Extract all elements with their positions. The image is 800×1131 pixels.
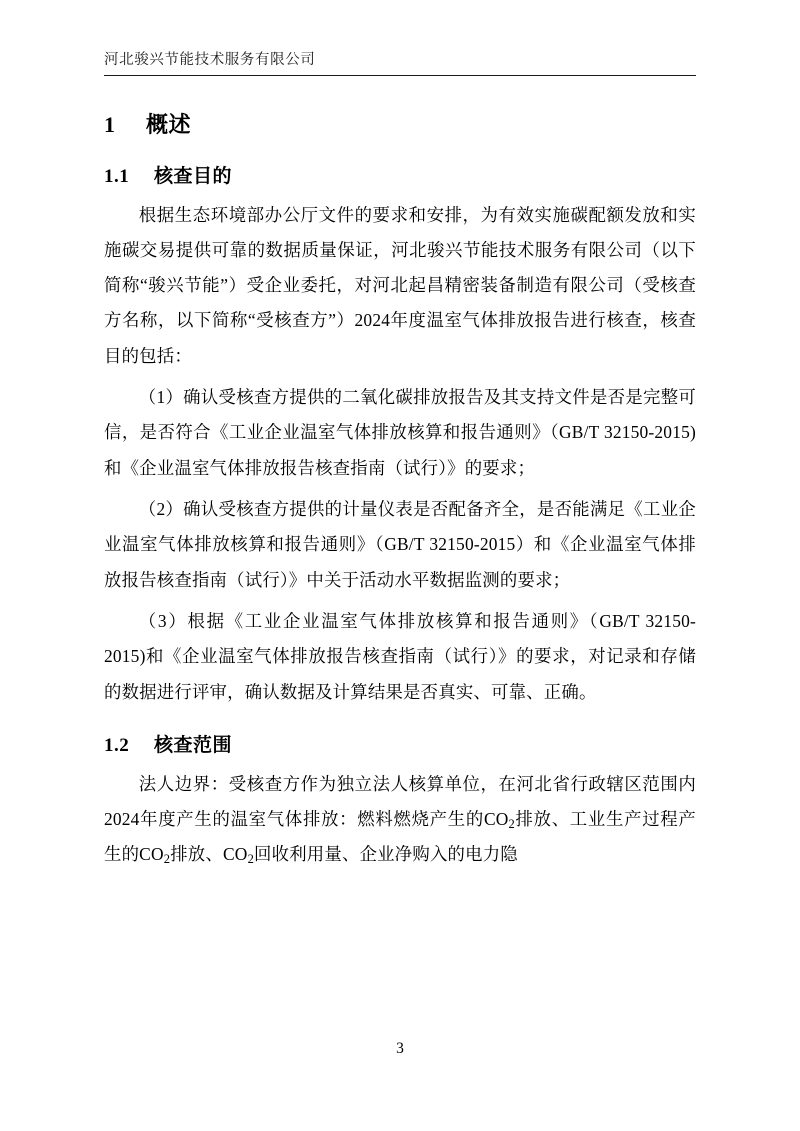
subsection-title: 核查目的: [154, 166, 233, 187]
page-number: 3: [396, 1040, 404, 1057]
subsection-heading-1-1: [104, 163, 696, 192]
paragraph: 根据生态环境部办公厅文件的要求和安排，为有效实施碳配额发放和实施碳交易提供可靠的数据质量保证，河北骏兴节能技术服务有限公司（以下简称“骏兴节能”）受企业委托，对河北起昌精密装备制造有限公司（受核查方名称，以下简称“受核查方”）2024年度温室气体排放报告进行核查，核查目的包括：: [104, 204, 696, 366]
subsection-number: 1.1: [104, 166, 130, 187]
subsection-title: 核查范围: [154, 735, 233, 757]
scope-mid-text-1: 排放、工业生产过程产生的CO: [104, 808, 696, 865]
paragraph: （3）根据《工业企业温室气体排放核算和报告通则》（GB/T 32150-2015)和《企业温室气体排放报告核查指南（试行）》的要求，对记录和存储的数据进行评审，确认数据及计算结果是否真实、可靠、正确。: [104, 611, 696, 702]
scope-tail-text: 回收利用量、企业净购入的电力隐: [254, 844, 518, 865]
subsection-number: 1.2: [104, 735, 130, 757]
subscript-2: 2: [163, 852, 171, 867]
header-company-name: 河北骏兴节能技术服务有限公司: [104, 52, 316, 68]
section-number: 1: [104, 112, 116, 137]
subscript-2: 2: [247, 852, 255, 867]
subsection-heading-1-2: [104, 732, 696, 761]
paragraph: （2）确认受核查方提供的计量仪表是否配备齐全，是否能满足《工业企业温室气体排放核算和报告通则》（GB/T 32150-2015）和《企业温室气体排放报告核查指南（试行）》中关于活动水平数据监测的要求；: [104, 499, 696, 590]
scope-lead-text: 法人边界：受核查方作为独立法人核算单位，在河北省行政辖区范围内2024年度产生的温室气体排放：燃料燃烧产生的CO: [104, 773, 696, 829]
paragraph-scope: [104, 767, 696, 873]
paragraph: （1）确认受核查方提供的二氧化碳排放报告及其支持文件是否是完整可信，是否符合《工业企业温室气体排放核算和报告通则》（GB/T 32150-2015)和《企业温室气体排放报告核查指南（试行）》的要求；: [104, 387, 696, 478]
section-title: 概述: [146, 112, 192, 137]
page-content: [104, 100, 696, 873]
subscript-2: 2: [508, 817, 515, 832]
scope-mid-text-2: 排放、CO: [170, 844, 248, 865]
section-heading: [104, 108, 696, 141]
page-header: [104, 52, 696, 76]
